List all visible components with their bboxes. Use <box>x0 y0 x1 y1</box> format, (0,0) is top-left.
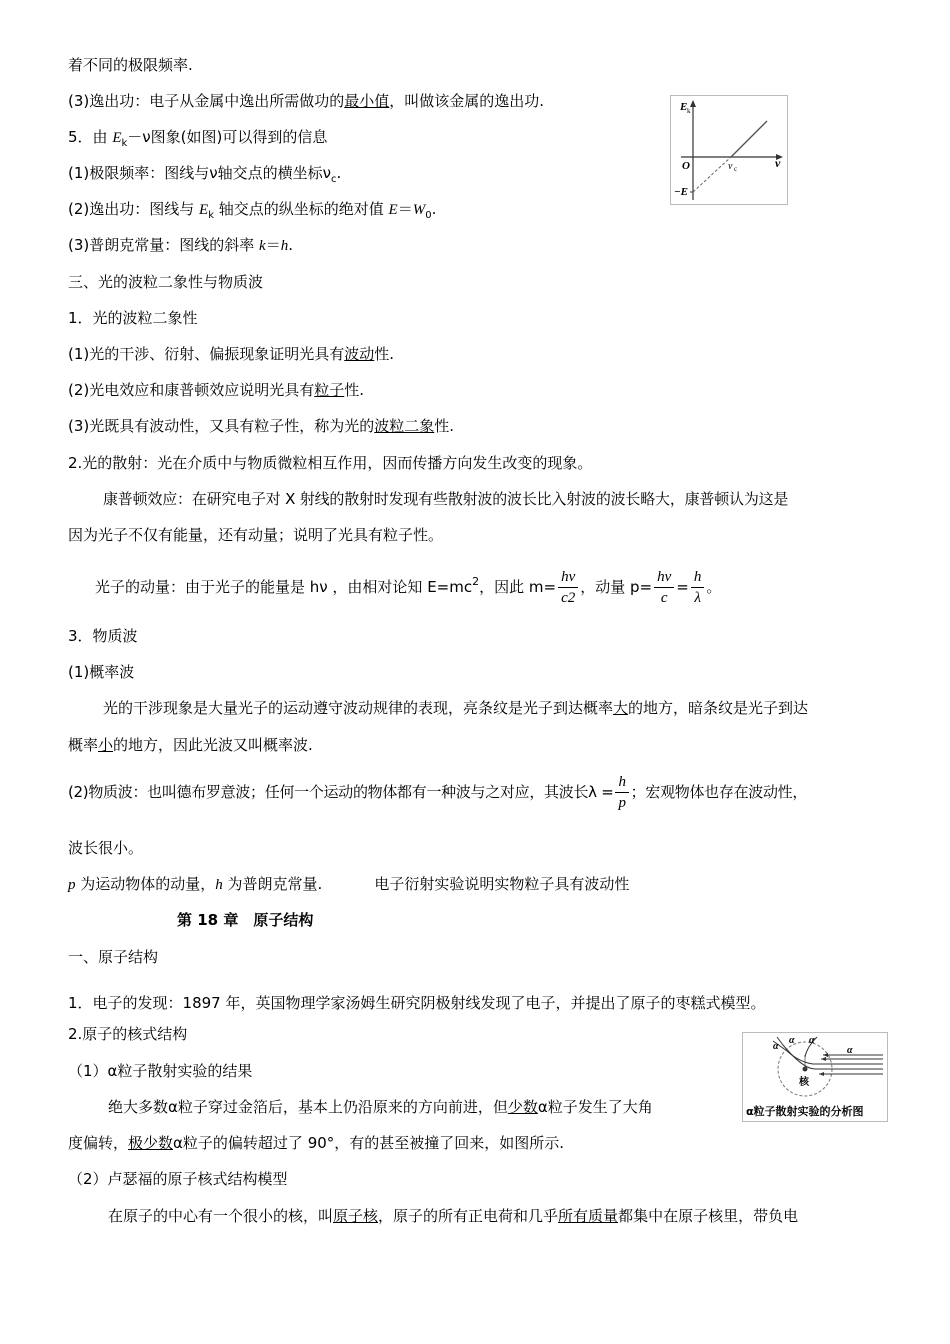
origin-label: O <box>682 160 690 172</box>
numerator: h <box>691 567 705 588</box>
text-line <box>68 235 293 256</box>
text-seg: . <box>288 236 293 254</box>
arrow-head <box>821 1057 826 1061</box>
text-seg: (2)逸出功：图线与 <box>68 200 200 218</box>
subscript: c <box>331 174 337 185</box>
matter-wave-line <box>68 770 807 814</box>
fraction-h-nu-over-c <box>654 567 674 608</box>
text-line <box>68 163 341 190</box>
y-axis-arrow <box>690 100 696 107</box>
section-heading: 三、光的波粒二象性与物质波 <box>68 273 264 291</box>
text-line <box>103 698 808 718</box>
text-seg: α粒子发生了大角 <box>537 1098 653 1116</box>
text-seg: 。 <box>706 578 722 596</box>
text-seg: ，叫做该金属的逸出功. <box>389 92 545 110</box>
numerator: hν <box>558 567 578 588</box>
intercept-x-label: ν <box>728 161 733 172</box>
text-seg: 性. <box>434 417 455 435</box>
arrow-head <box>819 1072 824 1076</box>
figure-caption: α粒子散射实验的分析图 <box>746 1105 864 1118</box>
underlined-term: 粒子 <box>314 381 345 399</box>
underlined-term: 小 <box>98 736 114 754</box>
symbol-E: E <box>388 202 398 218</box>
text-seg: ＝ <box>397 200 413 218</box>
text-seg: α粒子的偏转超过了 90°，有的甚至被撞了回来，如图所示. <box>173 1134 565 1152</box>
underlined-term: 大 <box>613 699 629 717</box>
text-line: （1）α粒子散射实验的结果 <box>68 1062 253 1080</box>
text-line <box>108 1097 653 1117</box>
text-seg: 概率 <box>68 736 99 754</box>
alpha-label: α <box>789 1035 795 1046</box>
nucleus-label: 核 <box>799 1077 809 1088</box>
subscript: 0 <box>425 210 432 221</box>
ek-line <box>731 121 767 157</box>
text-line <box>68 380 364 400</box>
text-seg: －ν图象(如图)可以得到的信息 <box>127 128 328 146</box>
text-line <box>68 874 629 895</box>
text-seg: 性. <box>374 345 395 363</box>
symbol-E: E <box>112 130 122 146</box>
denominator: c2 <box>561 590 576 606</box>
text-seg: ，因此 m= <box>479 578 557 596</box>
fraction-h-over-lambda <box>691 567 705 608</box>
text-seg: ，动量 p= <box>580 578 653 596</box>
intercept-y-label: −E <box>674 186 689 198</box>
fraction-h-nu-over-c2 <box>558 567 578 608</box>
subscript: k <box>121 138 128 149</box>
text-line: 康普顿效应：在研究电子对 X 射线的散射时发现有些散射波的波长比入射波的波长略大，康普顿认为这是 <box>103 490 789 508</box>
text-seg: (3)逸出功：电子从金属中逸出所需做功的 <box>68 92 345 110</box>
text-seg: 为普朗克常量. <box>222 875 323 893</box>
underlined-term: 所有质量 <box>558 1207 619 1225</box>
text-line <box>68 199 436 226</box>
text-line: 因为光子不仅有能量，还有动量；说明了光具有粒子性。 <box>68 526 444 544</box>
denominator: λ <box>694 590 701 606</box>
text-seg: 的地方，暗条纹是光子到达 <box>628 699 809 717</box>
arrow-head <box>823 1053 828 1057</box>
text-line: 波长很小。 <box>68 839 144 857</box>
symbol-k: k <box>259 238 266 254</box>
text-seg: 光子的动量：由于光子的能量是 hν ，由相对论知 E=mc <box>95 578 473 596</box>
text-line: （2）卢瑟福的原子核式结构模型 <box>68 1170 288 1188</box>
text-seg: 度偏转， <box>68 1134 129 1152</box>
text-seg: ，原子的所有正电荷和几乎 <box>378 1207 559 1225</box>
ek-nu-graph-svg <box>671 96 787 204</box>
alpha-scattering-figure <box>742 1032 888 1122</box>
text-line <box>68 1133 564 1153</box>
text-line: (1)概率波 <box>68 663 135 681</box>
text-seg: 绝大多数α粒子穿过金箔后，基本上仍沿原来的方向前进，但 <box>108 1098 508 1116</box>
intercept-x-sub: c <box>734 165 738 173</box>
symbol-W: W <box>412 202 426 218</box>
text-line: 3．物质波 <box>68 627 138 645</box>
text-seg: 性. <box>344 381 365 399</box>
text-line: 2.光的散射：光在介质中与物质微粒相互作用，因而传播方向发生改变的现象。 <box>68 454 593 472</box>
text-seg: ＝ <box>265 236 281 254</box>
text-line <box>68 91 544 111</box>
text-line <box>108 1206 798 1226</box>
numerator: hν <box>654 567 674 588</box>
section-heading: 一、原子结构 <box>68 948 159 966</box>
text-seg: 的地方，因此光波又叫概率波. <box>113 736 313 754</box>
alpha-label: α <box>809 1035 815 1046</box>
underlined-term: 波动 <box>344 345 375 363</box>
text-seg: 电子衍射实验说明实物粒子具有波动性 <box>374 875 630 893</box>
symbol-E: E <box>199 202 209 218</box>
text-seg: (1)极限频率：图线与ν轴交点的横坐标ν <box>68 164 332 182</box>
alpha-label: α <box>773 1041 779 1052</box>
extrapolated-line <box>693 157 731 192</box>
text-seg: (2)光电效应和康普顿效应说明光具有 <box>68 381 315 399</box>
text-seg: (3)光既具有波动性，又具有粒子性，称为光的 <box>68 417 375 435</box>
momentum-formula-line <box>95 560 721 609</box>
underlined-term: 波粒二象 <box>374 417 435 435</box>
text-seg: 在原子的中心有一个很小的核，叫 <box>108 1207 334 1225</box>
underlined-term: 原子核 <box>333 1207 379 1225</box>
text-seg: . <box>431 200 437 218</box>
text-seg: = <box>676 578 689 596</box>
symbol-h: h <box>280 238 289 254</box>
symbol-p: p <box>68 877 76 893</box>
text-seg: 光的干涉现象是大量光子的运动遵守波动规律的表现，亮条纹是光子到达概率 <box>103 699 614 717</box>
underlined-term: 少数 <box>507 1098 538 1116</box>
text-seg: (2)物质波：也叫德布罗意波；任何一个运动的物体都有一种波与之对应，其波长λ = <box>68 783 614 801</box>
subscript: k <box>208 210 214 221</box>
text-seg: (1)光的干涉、衍射、偏振现象证明光具有 <box>68 345 345 363</box>
superscript: 2 <box>472 575 480 588</box>
text-seg: 都集中在原子核里，带负电 <box>618 1207 799 1225</box>
denominator: p <box>618 795 626 811</box>
ek-nu-graph <box>670 95 788 205</box>
text-line <box>68 735 313 755</box>
y-axis-sub: k <box>687 107 691 115</box>
text-line: 着不同的极限频率. <box>68 56 193 74</box>
text-seg: 轴交点的纵坐标的绝对值 <box>214 200 389 218</box>
alpha-scattering-svg <box>743 1033 887 1121</box>
text-seg: ；宏观物体也存在波动性， <box>630 783 808 801</box>
numerator: h <box>615 772 628 793</box>
text-line: 1．光的波粒二象性 <box>68 309 198 327</box>
text-line <box>68 416 454 436</box>
text-seg: (3)普朗克常量：图线的斜率 <box>68 236 260 254</box>
text-line: 1．电子的发现：1897 年，英国物理学家汤姆生研究阴极射线发现了电子，并提出了原子的枣糕式模型。 <box>68 994 766 1012</box>
denominator: c <box>660 590 668 606</box>
chapter-title: 第 18 章 原子结构 <box>177 911 314 929</box>
text-line <box>68 127 327 154</box>
x-axis-label: ν <box>775 156 781 170</box>
y-axis-label: E <box>680 101 688 113</box>
text-seg: 5．由 <box>68 128 113 146</box>
text-seg: . <box>336 164 342 182</box>
underlined-term: 极少数 <box>128 1134 174 1152</box>
text-seg: 为运动物体的动量， <box>75 875 216 893</box>
fraction-h-over-p <box>615 772 628 813</box>
text-line <box>68 344 394 364</box>
underlined-term: 最小值 <box>344 92 390 110</box>
symbol-h: h <box>215 877 223 893</box>
text-line: 2.原子的核式结构 <box>68 1025 188 1043</box>
alpha-label: α <box>847 1045 853 1056</box>
